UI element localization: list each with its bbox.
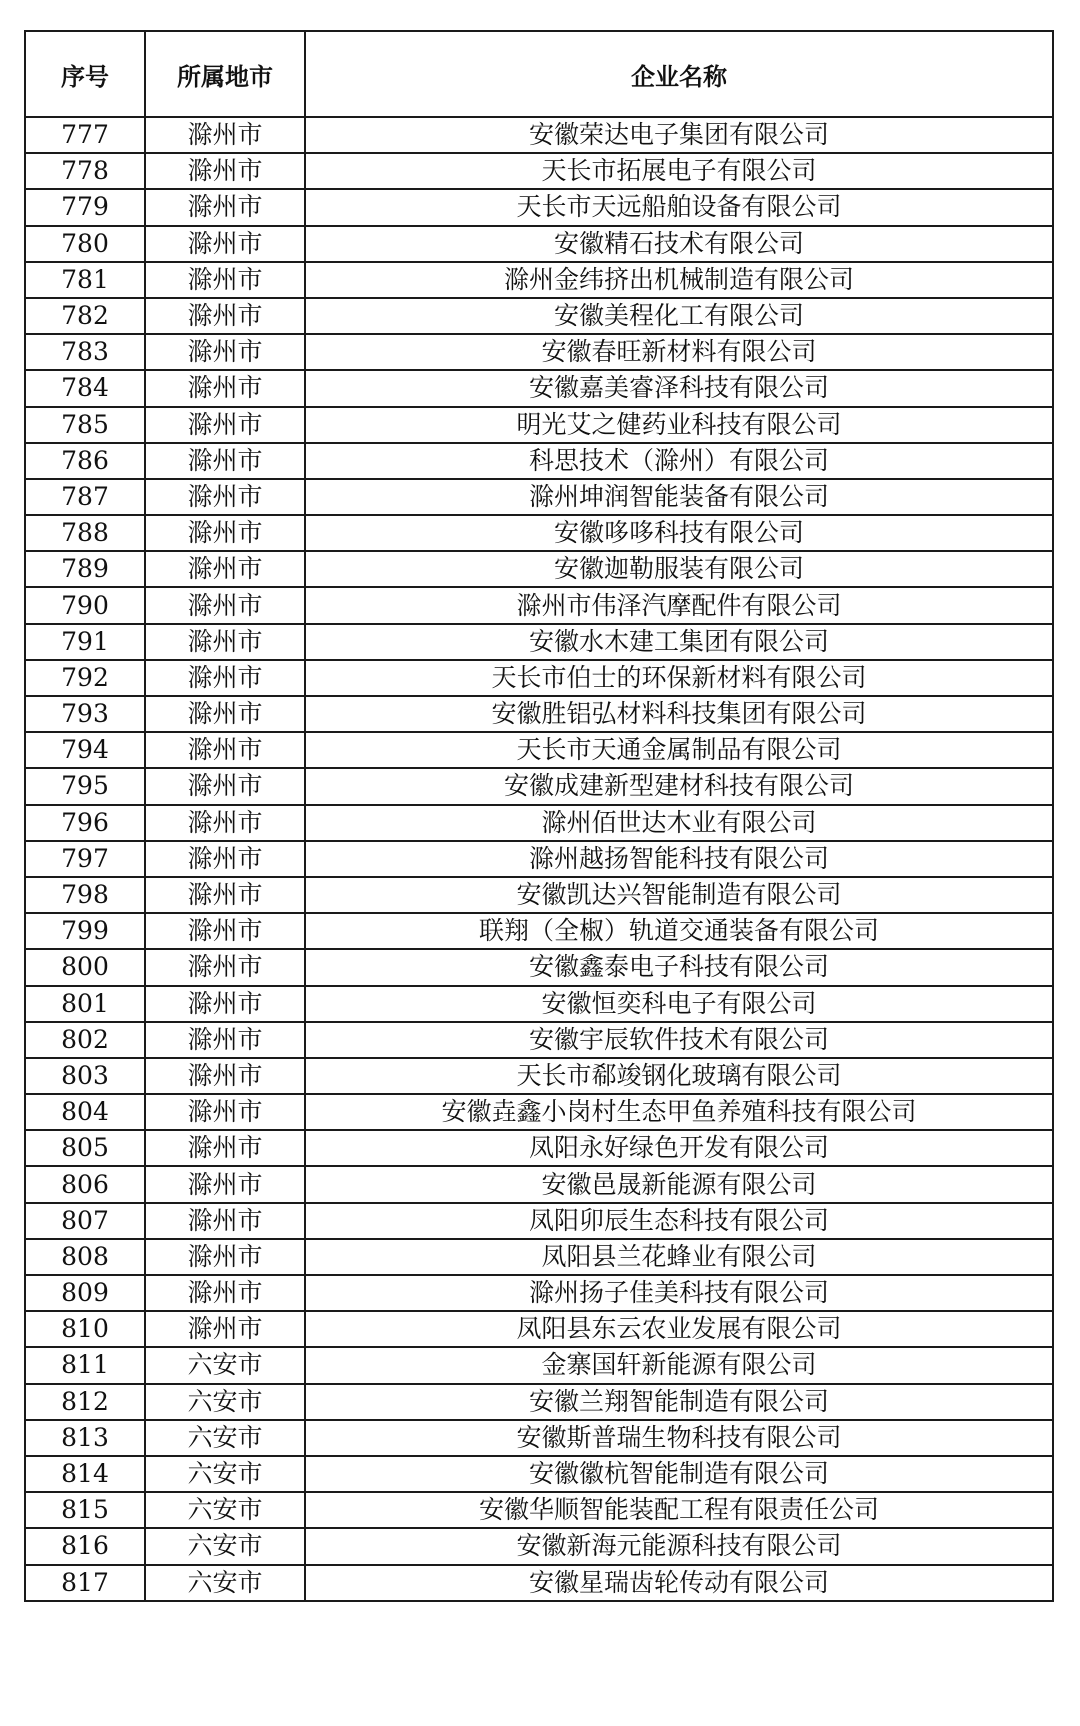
serial-number-cell: 810 bbox=[25, 1311, 145, 1347]
city-cell: 滁州市 bbox=[145, 479, 305, 515]
table-row bbox=[25, 986, 1053, 1022]
serial-number-cell: 800 bbox=[25, 949, 145, 985]
company-name-cell: 安徽兰翔智能制造有限公司 bbox=[305, 1384, 1053, 1420]
header-serial-number: 序号 bbox=[25, 31, 145, 117]
company-name-cell: 安徽胜铝弘材料科技集团有限公司 bbox=[305, 696, 1053, 732]
table-row bbox=[25, 1239, 1053, 1275]
serial-number-cell: 801 bbox=[25, 986, 145, 1022]
serial-number-cell: 794 bbox=[25, 732, 145, 768]
serial-number-cell: 777 bbox=[25, 117, 145, 153]
serial-number-cell: 786 bbox=[25, 443, 145, 479]
company-name-cell: 安徽徽杭智能制造有限公司 bbox=[305, 1456, 1053, 1492]
city-cell: 六安市 bbox=[145, 1347, 305, 1383]
header-company-name: 企业名称 bbox=[305, 31, 1053, 117]
company-name-cell: 滁州越扬智能科技有限公司 bbox=[305, 841, 1053, 877]
table-row bbox=[25, 1130, 1053, 1166]
table-row bbox=[25, 1311, 1053, 1347]
serial-number-cell: 813 bbox=[25, 1420, 145, 1456]
table-row bbox=[25, 153, 1053, 189]
city-cell: 滁州市 bbox=[145, 913, 305, 949]
table-row bbox=[25, 696, 1053, 732]
company-name-cell: 安徽春旺新材料有限公司 bbox=[305, 334, 1053, 370]
company-name-cell: 安徽哆哆科技有限公司 bbox=[305, 515, 1053, 551]
city-cell: 滁州市 bbox=[145, 1166, 305, 1202]
city-cell: 滁州市 bbox=[145, 189, 305, 225]
serial-number-cell: 785 bbox=[25, 407, 145, 443]
city-cell: 滁州市 bbox=[145, 443, 305, 479]
city-cell: 滁州市 bbox=[145, 334, 305, 370]
serial-number-cell: 806 bbox=[25, 1166, 145, 1202]
table-row bbox=[25, 624, 1053, 660]
table-row bbox=[25, 1203, 1053, 1239]
table-row bbox=[25, 1347, 1053, 1383]
company-name-cell: 联翔（全椒）轨道交通装备有限公司 bbox=[305, 913, 1053, 949]
company-name-cell: 滁州市伟泽汽摩配件有限公司 bbox=[305, 587, 1053, 623]
serial-number-cell: 793 bbox=[25, 696, 145, 732]
company-name-cell: 滁州扬子佳美科技有限公司 bbox=[305, 1275, 1053, 1311]
city-cell: 滁州市 bbox=[145, 226, 305, 262]
city-cell: 滁州市 bbox=[145, 298, 305, 334]
serial-number-cell: 784 bbox=[25, 370, 145, 406]
company-name-cell: 安徽恒奕科电子有限公司 bbox=[305, 986, 1053, 1022]
serial-number-cell: 816 bbox=[25, 1528, 145, 1564]
company-name-cell: 滁州坤润智能装备有限公司 bbox=[305, 479, 1053, 515]
table-row bbox=[25, 1420, 1053, 1456]
table-row bbox=[25, 407, 1053, 443]
serial-number-cell: 808 bbox=[25, 1239, 145, 1275]
serial-number-cell: 781 bbox=[25, 262, 145, 298]
company-name-cell: 滁州佰世达木业有限公司 bbox=[305, 805, 1053, 841]
table-row bbox=[25, 1456, 1053, 1492]
company-name-cell: 安徽邑晟新能源有限公司 bbox=[305, 1166, 1053, 1202]
serial-number-cell: 814 bbox=[25, 1456, 145, 1492]
serial-number-cell: 778 bbox=[25, 153, 145, 189]
table-row bbox=[25, 1565, 1053, 1601]
table-row bbox=[25, 877, 1053, 913]
company-table bbox=[24, 30, 1054, 1602]
table-row bbox=[25, 841, 1053, 877]
serial-number-cell: 782 bbox=[25, 298, 145, 334]
serial-number-cell: 807 bbox=[25, 1203, 145, 1239]
company-name-cell: 凤阳县东云农业发展有限公司 bbox=[305, 1311, 1053, 1347]
table-row bbox=[25, 1275, 1053, 1311]
serial-number-cell: 780 bbox=[25, 226, 145, 262]
company-name-cell: 安徽华顺智能装配工程有限责任公司 bbox=[305, 1492, 1053, 1528]
table-row bbox=[25, 189, 1053, 225]
serial-number-cell: 789 bbox=[25, 551, 145, 587]
city-cell: 滁州市 bbox=[145, 153, 305, 189]
table-row bbox=[25, 1022, 1053, 1058]
table-row bbox=[25, 443, 1053, 479]
company-name-cell: 安徽迦勒服装有限公司 bbox=[305, 551, 1053, 587]
company-list-sheet bbox=[24, 30, 1052, 1602]
table-row bbox=[25, 1528, 1053, 1564]
table-row bbox=[25, 298, 1053, 334]
city-cell: 六安市 bbox=[145, 1528, 305, 1564]
table-body bbox=[25, 117, 1053, 1601]
city-cell: 滁州市 bbox=[145, 732, 305, 768]
company-name-cell: 滁州金纬挤出机械制造有限公司 bbox=[305, 262, 1053, 298]
serial-number-cell: 817 bbox=[25, 1565, 145, 1601]
city-cell: 滁州市 bbox=[145, 587, 305, 623]
serial-number-cell: 779 bbox=[25, 189, 145, 225]
serial-number-cell: 802 bbox=[25, 1022, 145, 1058]
table-header bbox=[25, 31, 1053, 117]
company-name-cell: 安徽嘉美睿泽科技有限公司 bbox=[305, 370, 1053, 406]
serial-number-cell: 809 bbox=[25, 1275, 145, 1311]
city-cell: 滁州市 bbox=[145, 1130, 305, 1166]
table-row bbox=[25, 768, 1053, 804]
company-name-cell: 安徽新海元能源科技有限公司 bbox=[305, 1528, 1053, 1564]
company-name-cell: 天长市伯士的环保新材料有限公司 bbox=[305, 660, 1053, 696]
city-cell: 六安市 bbox=[145, 1384, 305, 1420]
table-row bbox=[25, 479, 1053, 515]
table-row bbox=[25, 949, 1053, 985]
company-name-cell: 安徽美程化工有限公司 bbox=[305, 298, 1053, 334]
serial-number-cell: 803 bbox=[25, 1058, 145, 1094]
serial-number-cell: 787 bbox=[25, 479, 145, 515]
company-name-cell: 安徽星瑞齿轮传动有限公司 bbox=[305, 1565, 1053, 1601]
header-row bbox=[25, 31, 1053, 117]
city-cell: 滁州市 bbox=[145, 805, 305, 841]
company-name-cell: 安徽成建新型建材科技有限公司 bbox=[305, 768, 1053, 804]
city-cell: 滁州市 bbox=[145, 551, 305, 587]
table-row bbox=[25, 732, 1053, 768]
company-name-cell: 安徽斯普瑞生物科技有限公司 bbox=[305, 1420, 1053, 1456]
serial-number-cell: 791 bbox=[25, 624, 145, 660]
city-cell: 滁州市 bbox=[145, 768, 305, 804]
city-cell: 滁州市 bbox=[145, 1275, 305, 1311]
serial-number-cell: 795 bbox=[25, 768, 145, 804]
company-name-cell: 天长市天远船舶设备有限公司 bbox=[305, 189, 1053, 225]
serial-number-cell: 792 bbox=[25, 660, 145, 696]
table-row bbox=[25, 587, 1053, 623]
serial-number-cell: 798 bbox=[25, 877, 145, 913]
serial-number-cell: 788 bbox=[25, 515, 145, 551]
city-cell: 滁州市 bbox=[145, 1239, 305, 1275]
company-name-cell: 明光艾之健药业科技有限公司 bbox=[305, 407, 1053, 443]
table-row bbox=[25, 1058, 1053, 1094]
city-cell: 滁州市 bbox=[145, 1094, 305, 1130]
city-cell: 滁州市 bbox=[145, 1022, 305, 1058]
serial-number-cell: 811 bbox=[25, 1347, 145, 1383]
company-name-cell: 安徽精石技术有限公司 bbox=[305, 226, 1053, 262]
table-row bbox=[25, 660, 1053, 696]
company-name-cell: 凤阳县兰花蜂业有限公司 bbox=[305, 1239, 1053, 1275]
table-row bbox=[25, 515, 1053, 551]
serial-number-cell: 805 bbox=[25, 1130, 145, 1166]
city-cell: 滁州市 bbox=[145, 949, 305, 985]
table-row bbox=[25, 370, 1053, 406]
company-name-cell: 安徽垚鑫小岗村生态甲鱼养殖科技有限公司 bbox=[305, 1094, 1053, 1130]
table-row bbox=[25, 117, 1053, 153]
company-name-cell: 安徽水木建工集团有限公司 bbox=[305, 624, 1053, 660]
city-cell: 滁州市 bbox=[145, 841, 305, 877]
city-cell: 滁州市 bbox=[145, 370, 305, 406]
city-cell: 滁州市 bbox=[145, 877, 305, 913]
table-row bbox=[25, 1166, 1053, 1202]
table-row bbox=[25, 1094, 1053, 1130]
company-name-cell: 安徽凯达兴智能制造有限公司 bbox=[305, 877, 1053, 913]
table-row bbox=[25, 551, 1053, 587]
serial-number-cell: 790 bbox=[25, 587, 145, 623]
city-cell: 六安市 bbox=[145, 1492, 305, 1528]
company-name-cell: 天长市拓展电子有限公司 bbox=[305, 153, 1053, 189]
city-cell: 滁州市 bbox=[145, 660, 305, 696]
city-cell: 滁州市 bbox=[145, 262, 305, 298]
table-row bbox=[25, 1384, 1053, 1420]
city-cell: 六安市 bbox=[145, 1456, 305, 1492]
table-row bbox=[25, 226, 1053, 262]
table-row bbox=[25, 334, 1053, 370]
serial-number-cell: 812 bbox=[25, 1384, 145, 1420]
table-row bbox=[25, 262, 1053, 298]
serial-number-cell: 783 bbox=[25, 334, 145, 370]
city-cell: 滁州市 bbox=[145, 515, 305, 551]
city-cell: 滁州市 bbox=[145, 1203, 305, 1239]
company-name-cell: 天长市天通金属制品有限公司 bbox=[305, 732, 1053, 768]
city-cell: 滁州市 bbox=[145, 696, 305, 732]
company-name-cell: 天长市郗竣钢化玻璃有限公司 bbox=[305, 1058, 1053, 1094]
city-cell: 滁州市 bbox=[145, 1311, 305, 1347]
city-cell: 六安市 bbox=[145, 1565, 305, 1601]
company-name-cell: 凤阳永好绿色开发有限公司 bbox=[305, 1130, 1053, 1166]
company-name-cell: 安徽鑫泰电子科技有限公司 bbox=[305, 949, 1053, 985]
city-cell: 滁州市 bbox=[145, 407, 305, 443]
serial-number-cell: 796 bbox=[25, 805, 145, 841]
company-name-cell: 金寨国轩新能源有限公司 bbox=[305, 1347, 1053, 1383]
table-row bbox=[25, 1492, 1053, 1528]
city-cell: 滁州市 bbox=[145, 117, 305, 153]
table-row bbox=[25, 913, 1053, 949]
city-cell: 滁州市 bbox=[145, 624, 305, 660]
city-cell: 滁州市 bbox=[145, 986, 305, 1022]
company-name-cell: 安徽荣达电子集团有限公司 bbox=[305, 117, 1053, 153]
header-city: 所属地市 bbox=[145, 31, 305, 117]
serial-number-cell: 799 bbox=[25, 913, 145, 949]
company-name-cell: 安徽宇辰软件技术有限公司 bbox=[305, 1022, 1053, 1058]
city-cell: 六安市 bbox=[145, 1420, 305, 1456]
serial-number-cell: 804 bbox=[25, 1094, 145, 1130]
serial-number-cell: 815 bbox=[25, 1492, 145, 1528]
city-cell: 滁州市 bbox=[145, 1058, 305, 1094]
company-name-cell: 凤阳卯辰生态科技有限公司 bbox=[305, 1203, 1053, 1239]
company-name-cell: 科思技术（滁州）有限公司 bbox=[305, 443, 1053, 479]
table-row bbox=[25, 805, 1053, 841]
serial-number-cell: 797 bbox=[25, 841, 145, 877]
